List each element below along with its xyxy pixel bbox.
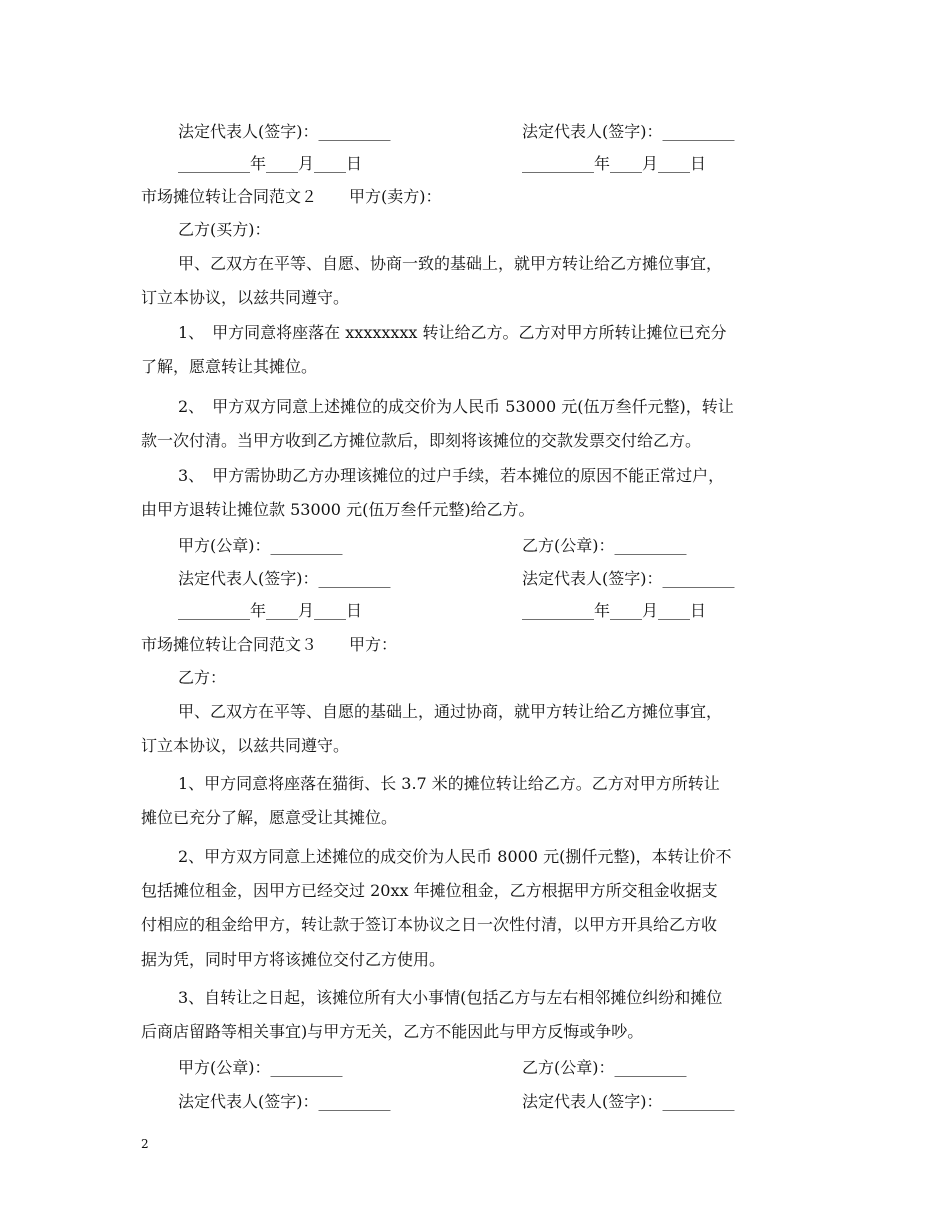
- clause-line: 3、自转让之日起，该摊位所有大小事情(包括乙方与左右相邻摊位纠纷和摊位: [178, 988, 723, 1007]
- party-b-line: 乙方(买方)：: [178, 220, 271, 239]
- paragraph-line: 订立本协议，以兹共同遵守。: [141, 288, 350, 307]
- paragraph-line: 甲、乙双方在平等、自愿的基础上，通过协商，就甲方转让给乙方摊位事宜，: [178, 702, 723, 721]
- clause-line: 了解，愿意转让其摊位。: [141, 357, 318, 376]
- date-line-left: _________年____月____日: [178, 154, 363, 173]
- clause-line: 后商店留路等相关事宜)与甲方无关，乙方不能因此与甲方反悔或争吵。: [141, 1022, 644, 1041]
- signature-line-left: 法定代表人(签字)：_________: [178, 1092, 391, 1111]
- clause-line: 据为凭，同时甲方将该摊位交付乙方使用。: [141, 950, 446, 969]
- signature-line-right: 法定代表人(签字)：_________: [522, 1092, 735, 1111]
- paragraph-line: 订立本协议，以兹共同遵守。: [141, 736, 350, 755]
- party-b-line: 乙方：: [178, 668, 227, 687]
- clause-line: 包括摊位租金，因甲方已经交过 20xx 年摊位租金，乙方根据甲方所交租金收据支: [141, 881, 718, 900]
- clause-line: 款一次付清。当甲方收到乙方摊位款后，即刻将该摊位的交款发票交付给乙方。: [141, 431, 702, 450]
- date-line-right: _________年____月____日: [522, 154, 707, 173]
- seal-line-left: 甲方(公章)：_________: [178, 536, 343, 555]
- date-line-left: _________年____月____日: [178, 601, 363, 620]
- clause-line: 摊位已充分了解，愿意受让其摊位。: [141, 808, 398, 827]
- seal-line-right: 乙方(公章)：_________: [522, 1058, 687, 1077]
- clause-line: 3、 甲方需协助乙方办理该摊位的过户手续，若本摊位的原因不能正常过户，: [178, 466, 725, 485]
- seal-line-left: 甲方(公章)：_________: [178, 1058, 343, 1077]
- signature-line-left: 法定代表人(签字)：_________: [178, 569, 391, 588]
- clause-line: 1、甲方同意将座落在猫街、长 3.7 米的摊位转让给乙方。乙方对甲方所转让: [178, 774, 720, 793]
- clause-line: 2、 甲方双方同意上述摊位的成交价为人民币 53000 元(伍万叁仟元整)，转让: [178, 397, 734, 416]
- page-number: 2: [141, 1137, 149, 1151]
- section-heading: 市场摊位转让合同范文２ 甲方(卖方)：: [141, 187, 442, 206]
- clause-line: 付相应的租金给甲方，转让款于签订本协议之日一次性付清，以甲方开具给乙方收: [141, 915, 718, 934]
- section-heading: 市场摊位转让合同范文３ 甲方：: [141, 635, 398, 654]
- clause-line: 2、甲方双方同意上述摊位的成交价为人民币 8000 元(捌仟元整)，本转让价不: [178, 847, 732, 866]
- clause-line: 由甲方退转让摊位款 53000 元(伍万叁仟元整)给乙方。: [141, 500, 535, 519]
- date-line-right: _________年____月____日: [522, 601, 707, 620]
- clause-line: 1、 甲方同意将座落在 xxxxxxxx 转让给乙方。乙方对甲方所转让摊位已充分: [178, 323, 727, 342]
- paragraph-line: 甲、乙双方在平等、自愿、协商一致的基础上，就甲方转让给乙方摊位事宜，: [178, 254, 723, 273]
- signature-line-right: 法定代表人(签字)：_________: [522, 569, 735, 588]
- seal-line-right: 乙方(公章)：_________: [522, 536, 687, 555]
- signature-line-left: 法定代表人(签字)：_________: [178, 122, 391, 141]
- signature-line-right: 法定代表人(签字)：_________: [522, 122, 735, 141]
